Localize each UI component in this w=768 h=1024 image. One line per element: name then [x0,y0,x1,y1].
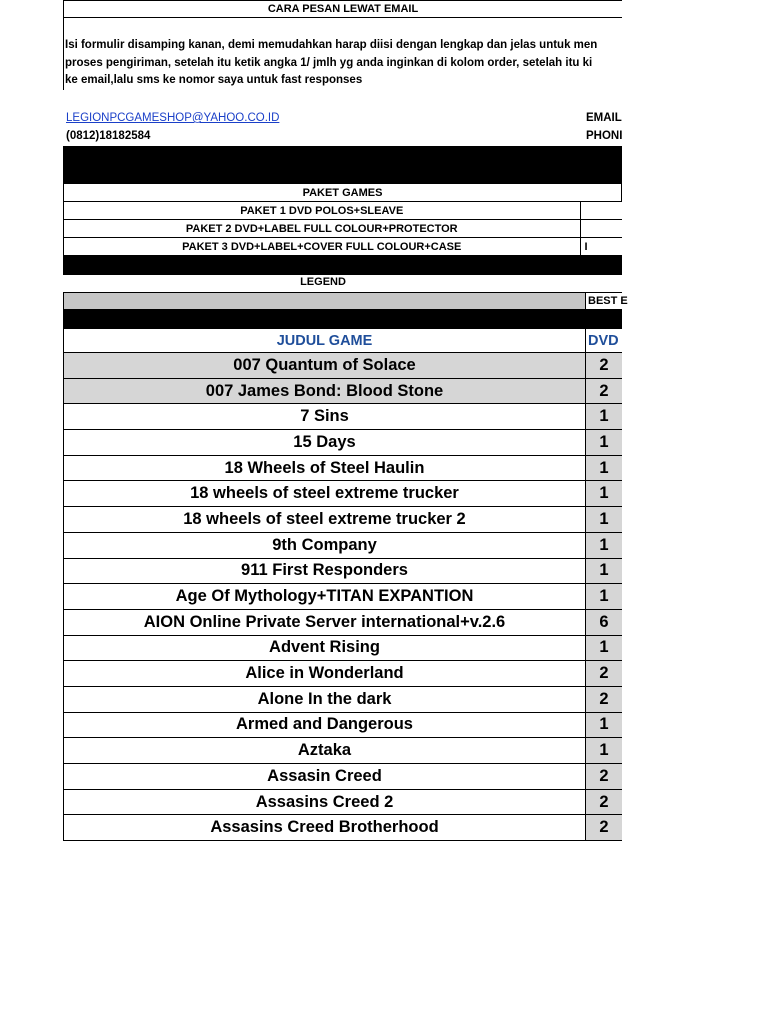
dvd-count: 2 [586,378,623,404]
table-row[interactable] [64,353,623,379]
game-title: Assasins Creed 2 [64,789,586,815]
game-title: Assasin Creed [64,764,586,790]
paket-side-cell[interactable]: I [580,238,622,256]
dvd-count: 1 [586,532,623,558]
legend-swatch [64,293,586,309]
dvd-count: 1 [586,430,623,456]
table-row[interactable] [64,712,623,738]
spreadsheet-area [63,0,628,1024]
legend-title: LEGEND [300,276,346,288]
paket-label: PAKET 2 DVD+LABEL FULL COLOUR+PROTECTOR [64,220,581,238]
table-row[interactable] [64,404,623,430]
game-title: AION Online Private Server international+v.2.6 [64,609,586,635]
dvd-count: 2 [586,353,623,379]
left-border [63,18,64,90]
dvd-count: 1 [586,455,623,481]
game-title: 18 wheels of steel extreme trucker 2 [64,507,586,533]
table-row[interactable] [64,532,623,558]
table-row[interactable] [64,635,623,661]
paket-games-table [63,183,622,256]
paket-title: PAKET GAMES [64,184,622,202]
paket-row [64,238,622,256]
game-title: Alice in Wonderland [64,661,586,687]
paket-row [64,202,622,220]
table-row[interactable] [64,789,623,815]
instructions-text [65,37,685,90]
table-row[interactable] [64,481,623,507]
dvd-count: 1 [586,481,623,507]
game-title: 911 First Responders [64,558,586,584]
table-row[interactable] [64,378,623,404]
game-title: Assasins Creed Brotherhood [64,815,586,841]
dvd-count: 1 [586,404,623,430]
game-title: Armed and Dangerous [64,712,586,738]
game-list-table [63,328,622,841]
dvd-count: 1 [586,507,623,533]
paket-row [64,220,622,238]
black-separator-band [63,310,622,328]
dvd-count: 1 [586,584,623,610]
table-row[interactable] [64,455,623,481]
phone-label: PHONI [586,130,623,142]
instruction-line: proses pengiriman, setelah itu ketik angka 1/ jmlh yg anda inginkan di kolom order, setelah itu ki [65,56,593,69]
table-row[interactable] [64,661,623,687]
table-row[interactable] [64,430,623,456]
paket-side-cell[interactable] [580,202,622,220]
email-label: EMAIL [586,112,622,124]
table-row[interactable] [64,584,623,610]
dvd-count: 2 [586,815,623,841]
table-row[interactable] [64,738,623,764]
dvd-count: 2 [586,764,623,790]
legend-side-label: BEST E [588,295,628,307]
paket-label: PAKET 3 DVD+LABEL+COVER FULL COLOUR+CASE [64,238,581,256]
legend-row [63,292,628,310]
dvd-count: 1 [586,635,623,661]
paket-side-cell[interactable] [580,220,622,238]
column-header-title: JUDUL GAME [64,329,586,353]
dvd-count: 1 [586,558,623,584]
dvd-count: 6 [586,609,623,635]
black-separator-band [63,146,622,183]
dvd-count: 1 [586,712,623,738]
contact-phone: (0812)18182584 [66,130,151,142]
game-title: 18 Wheels of Steel Haulin [64,455,586,481]
instruction-line: Isi formulir disamping kanan, demi memudahkan harap diisi dengan lengkap dan jelas untuk men [65,39,598,51]
table-row[interactable] [64,558,623,584]
table-row[interactable] [64,764,623,790]
game-title: 7 Sins [64,404,586,430]
table-row[interactable] [64,686,623,712]
order-method-title: CARA PESAN LEWAT EMAIL [63,0,622,18]
game-title: 9th Company [64,532,586,558]
game-title: Aztaka [64,738,586,764]
contact-email-link[interactable]: LEGIONPCGAMESHOP@YAHOO.CO.ID [66,112,280,124]
table-row[interactable] [64,609,623,635]
instruction-line: ke email,lalu sms ke nomor saya untuk fast responses [65,74,363,86]
paket-label: PAKET 1 DVD POLOS+SLEAVE [64,202,581,220]
dvd-count: 2 [586,686,623,712]
game-title: Advent Rising [64,635,586,661]
dvd-count: 2 [586,789,623,815]
table-row[interactable] [64,507,623,533]
game-title: Alone In the dark [64,686,586,712]
game-title: 15 Days [64,430,586,456]
game-title: 007 Quantum of Solace [64,353,586,379]
game-list-header [64,329,623,353]
game-title: 18 wheels of steel extreme trucker [64,481,586,507]
dvd-count: 2 [586,661,623,687]
table-row[interactable] [64,815,623,841]
game-title: 007 James Bond: Blood Stone [64,378,586,404]
game-title: Age Of Mythology+TITAN EXPANTION [64,584,586,610]
column-header-dvd: DVD [586,329,623,353]
black-separator-band [63,256,622,275]
dvd-count: 1 [586,738,623,764]
